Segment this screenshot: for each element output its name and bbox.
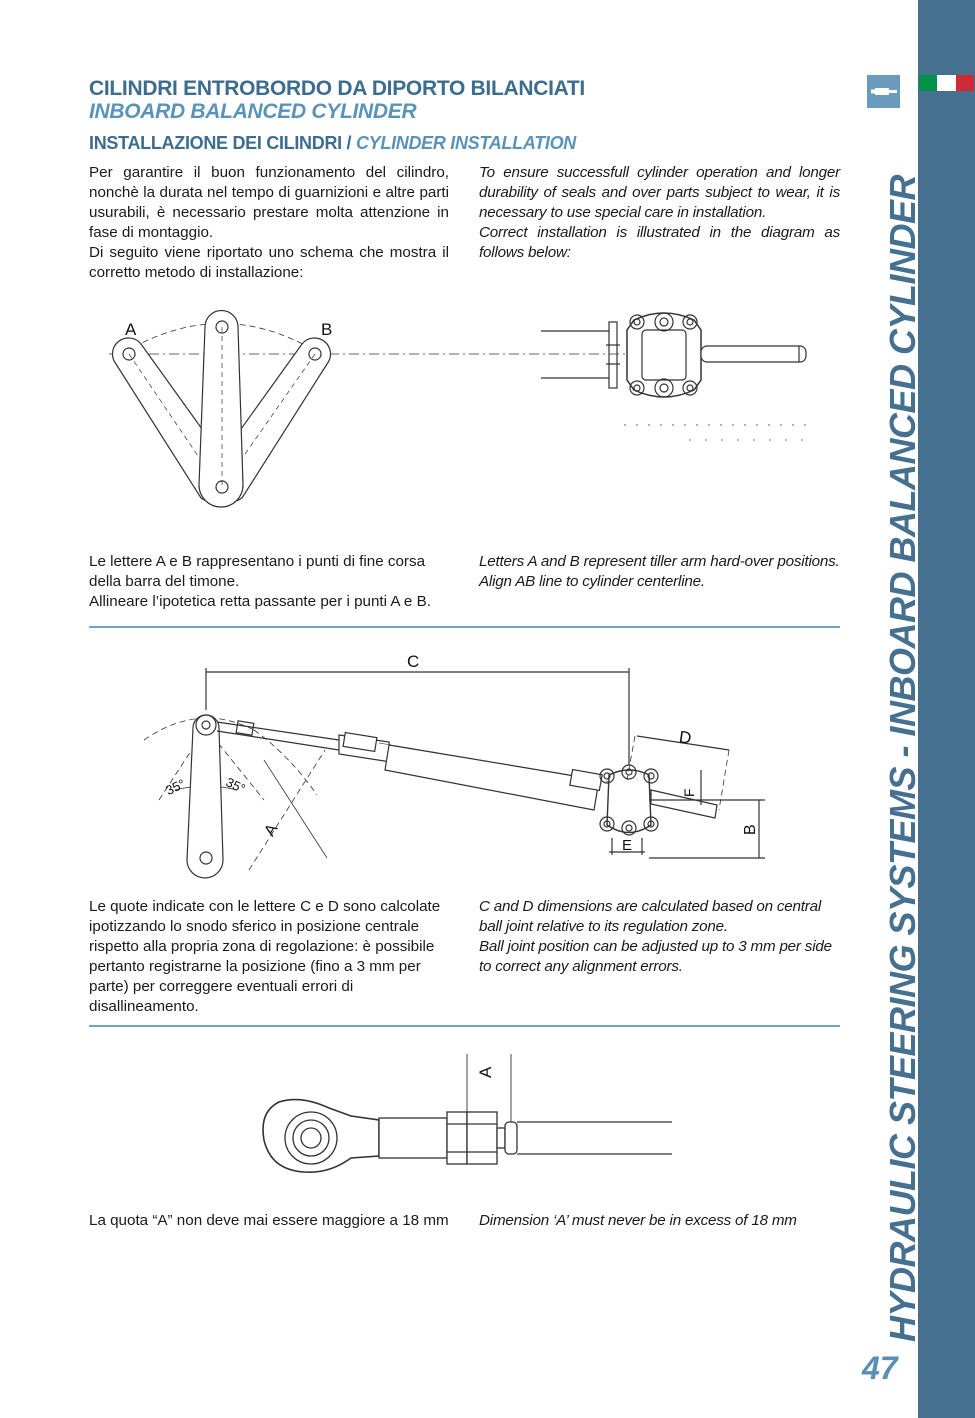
point-a-label: A [125, 320, 137, 339]
caption3-it [89, 1211, 449, 1231]
vertical-section-title: HYDRAULIC STEERING SYSTEMS - INBOARD BALANCED CYLINDER [882, 174, 923, 1342]
dimension-d-label: D [677, 727, 693, 748]
section-heading-en: CYLINDER INSTALLATION [355, 133, 576, 153]
paragraph: Ball joint position can be adjusted up to 3 mm per side to correct any alignment errors. [479, 938, 832, 975]
angle-left-label: 35° [163, 776, 188, 798]
paragraph: Le lettere A e B rappresentano i punti di fine corsa della barra del timone. [89, 553, 426, 590]
paragraph: La quota “A” non deve mai essere maggiore a 18 mm [89, 1212, 449, 1229]
dimension-a-label: A [476, 1066, 495, 1078]
caption1-it [89, 552, 449, 612]
rod-end-diagram [89, 1050, 840, 1210]
sidebar-band [918, 0, 975, 1418]
dimension-e-label: E [622, 837, 633, 854]
section-heading-it: INSTALLAZIONE DEI CILINDRI / [89, 133, 356, 153]
flag-red-stripe [956, 75, 974, 91]
paragraph: To ensure successfull cylinder operation and longer durability of seals and over parts subject to wear, it is necessary to use special care in installation. [479, 164, 840, 221]
caption2-it [89, 897, 449, 1017]
caption3-en [479, 1211, 840, 1231]
cylinder-icon [867, 75, 900, 108]
paragraph: Align AB line to cylinder centerline. [479, 573, 705, 590]
paragraph: Di seguito viene riportato uno schema che mostra il corretto metodo di installazione: [89, 244, 449, 281]
page-number: 47 [862, 1350, 898, 1386]
section-divider [89, 1025, 840, 1027]
paragraph: Per garantire il buon funzionamento del cilindro, nonchè la durata nel tempo di guarnizioni e altre parti usurabili, è necessario prestare molta attenzione in fase di montaggio. [89, 164, 449, 241]
paragraph: C and D dimensions are calculated based on central ball joint relative to its regulation zone. [479, 898, 822, 935]
caption2-en [479, 897, 840, 977]
paragraph: Correct installation is illustrated in the diagram as follows below: [479, 224, 840, 261]
page-subtitle: INBOARD BALANCED CYLINDER [89, 100, 417, 123]
angle-right-label: 35° [223, 774, 248, 797]
section-divider [89, 626, 840, 628]
caption1-en [479, 552, 840, 592]
tiller-alignment-diagram [89, 300, 840, 550]
dimension-c-label: C [407, 652, 420, 671]
dimension-f-label: F [681, 788, 697, 797]
page-title: CILINDRI ENTROBORDO DA DIPORTO BILANCIATI [89, 77, 585, 100]
point-b-label: B [321, 320, 333, 339]
italian-flag [919, 75, 974, 91]
dimension-a-label: A [261, 821, 282, 840]
paragraph: Letters A and B represent tiller arm hard-over positions. [479, 553, 840, 570]
cylinder-dimensions-diagram [89, 640, 840, 890]
paragraph: Allineare l’ipotetica retta passante per i punti A e B. [89, 593, 431, 610]
section-heading [89, 133, 576, 154]
paragraph: Dimension ‘A’ must never be in excess of 18 mm [479, 1212, 797, 1229]
intro-text-it [89, 163, 449, 283]
flag-green-stripe [919, 75, 937, 91]
paragraph: Le quote indicate con le lettere C e D sono calcolate ipotizzando lo snodo sferico in posizione centrale rispetto alla propria zona di regolazione: è possibile pertanto registrarne la posizione (fino a 3 mm per parte) per correggere eventuali errori di disallineamento. [89, 898, 441, 1015]
intro-text-en [479, 163, 840, 263]
flag-white-stripe [937, 75, 955, 91]
dimension-b-label: B [742, 824, 759, 835]
